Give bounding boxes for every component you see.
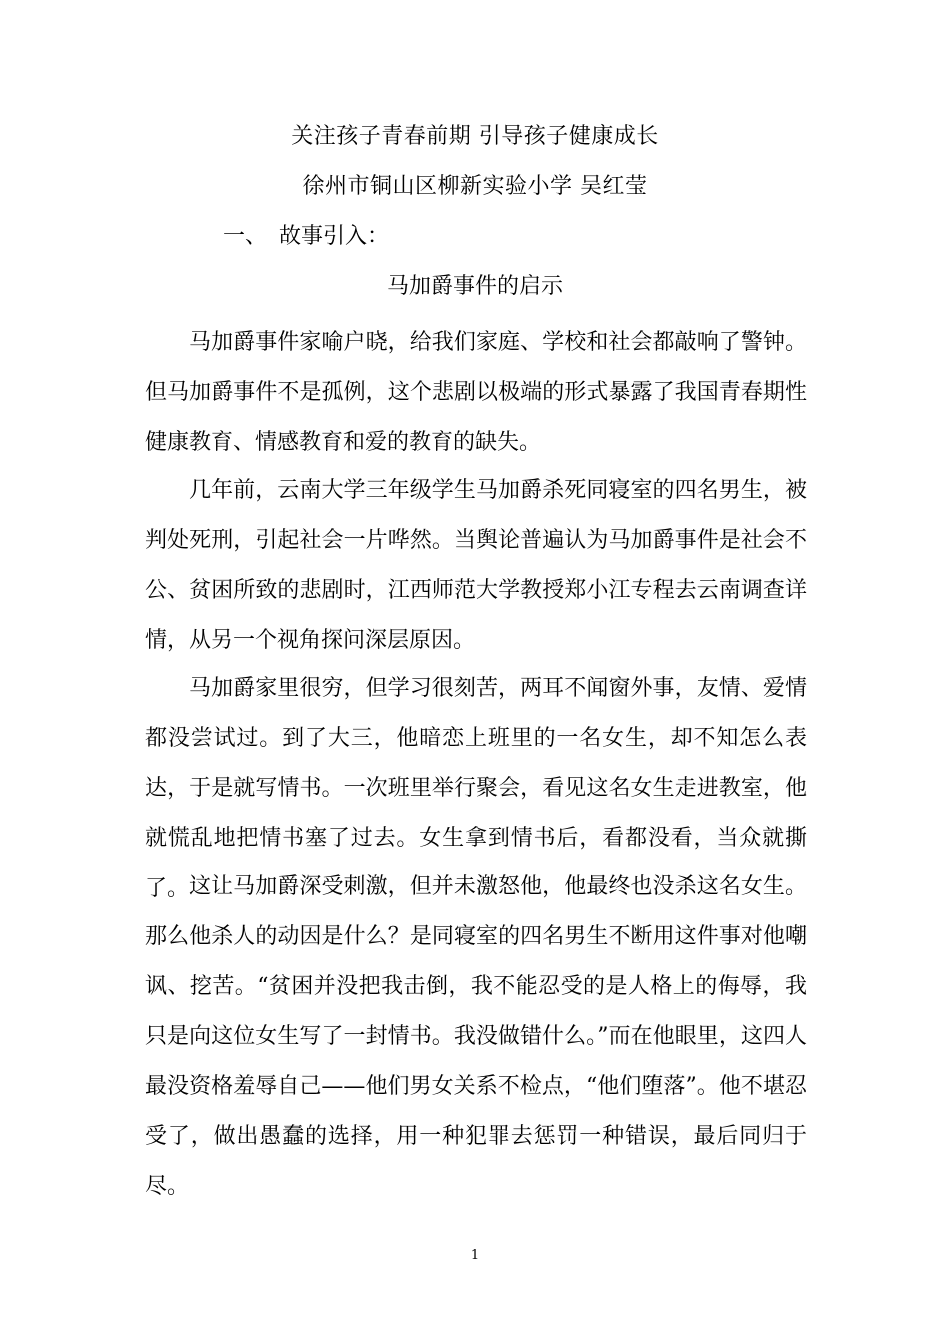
body-text xyxy=(145,862,807,1212)
body-text xyxy=(145,466,807,666)
paragraph: 这让马加爵深受刺激，但并未激怒他，他最终也没杀这名女生。那么他杀人的动因是什么？是同寝室的四名男生不断用这件事对他嘲讽、挖苦。“贫困并没把我击倒，我不能忍受的是人格上的侮辱，我只是向这位女生写了一封情书。我没做错什么。”而在他眼里，这四人最没资格羞辱自己——他们男女关系不检点，“他们堕落”。他不堪忍受了，做出愚蠢的选择，用一种犯罪去惩罚一种错误，最后同归于尽。 xyxy=(145,874,807,1199)
body-text xyxy=(145,318,807,468)
paragraph: 马加爵家里很穷，但学习很刻苦，两耳不闻窗外事，友情、爱情都没尝试过。到了大三，他暗恋上班里的一名女生，却不知怎么表达，于是就写情书。一次班里举行聚会，看见这名女生走进教室，他就慌乱地把情书塞了过去。女生拿到情书后，看都没看，当众就撕了。 xyxy=(145,676,807,901)
section-number: 一、 xyxy=(223,224,268,249)
paragraph: 几年前，云南大学三年级学生马加爵杀死同寝室的四名男生，被判处死刑，引起社会一片哗然。当舆论普遍认为马加爵事件是社会不公、贫困所致的悲剧时，江西师范大学教授郑小江专程去云南调查详情，从另一个视角探问深层原因。 xyxy=(145,478,807,653)
author-line: 徐州市铜山区柳新实验小学 吴红莹 xyxy=(302,174,648,199)
page-number: 1 xyxy=(470,1248,480,1263)
paragraph: 马加爵事件家喻户晓，给我们家庭、学校和社会都敲响了警钟。但马加爵事件不是孤例，这个悲剧以极端的形式暴露了我国青春期性健康教育、情感教育和爱的教育的缺失。 xyxy=(145,330,807,455)
story-subtitle: 马加爵事件的启示 xyxy=(386,274,563,299)
section-heading xyxy=(223,222,389,252)
section-title: 故事引入： xyxy=(279,224,390,249)
document-title: 关注孩子青春前期 引导孩子健康成长 xyxy=(291,124,659,149)
